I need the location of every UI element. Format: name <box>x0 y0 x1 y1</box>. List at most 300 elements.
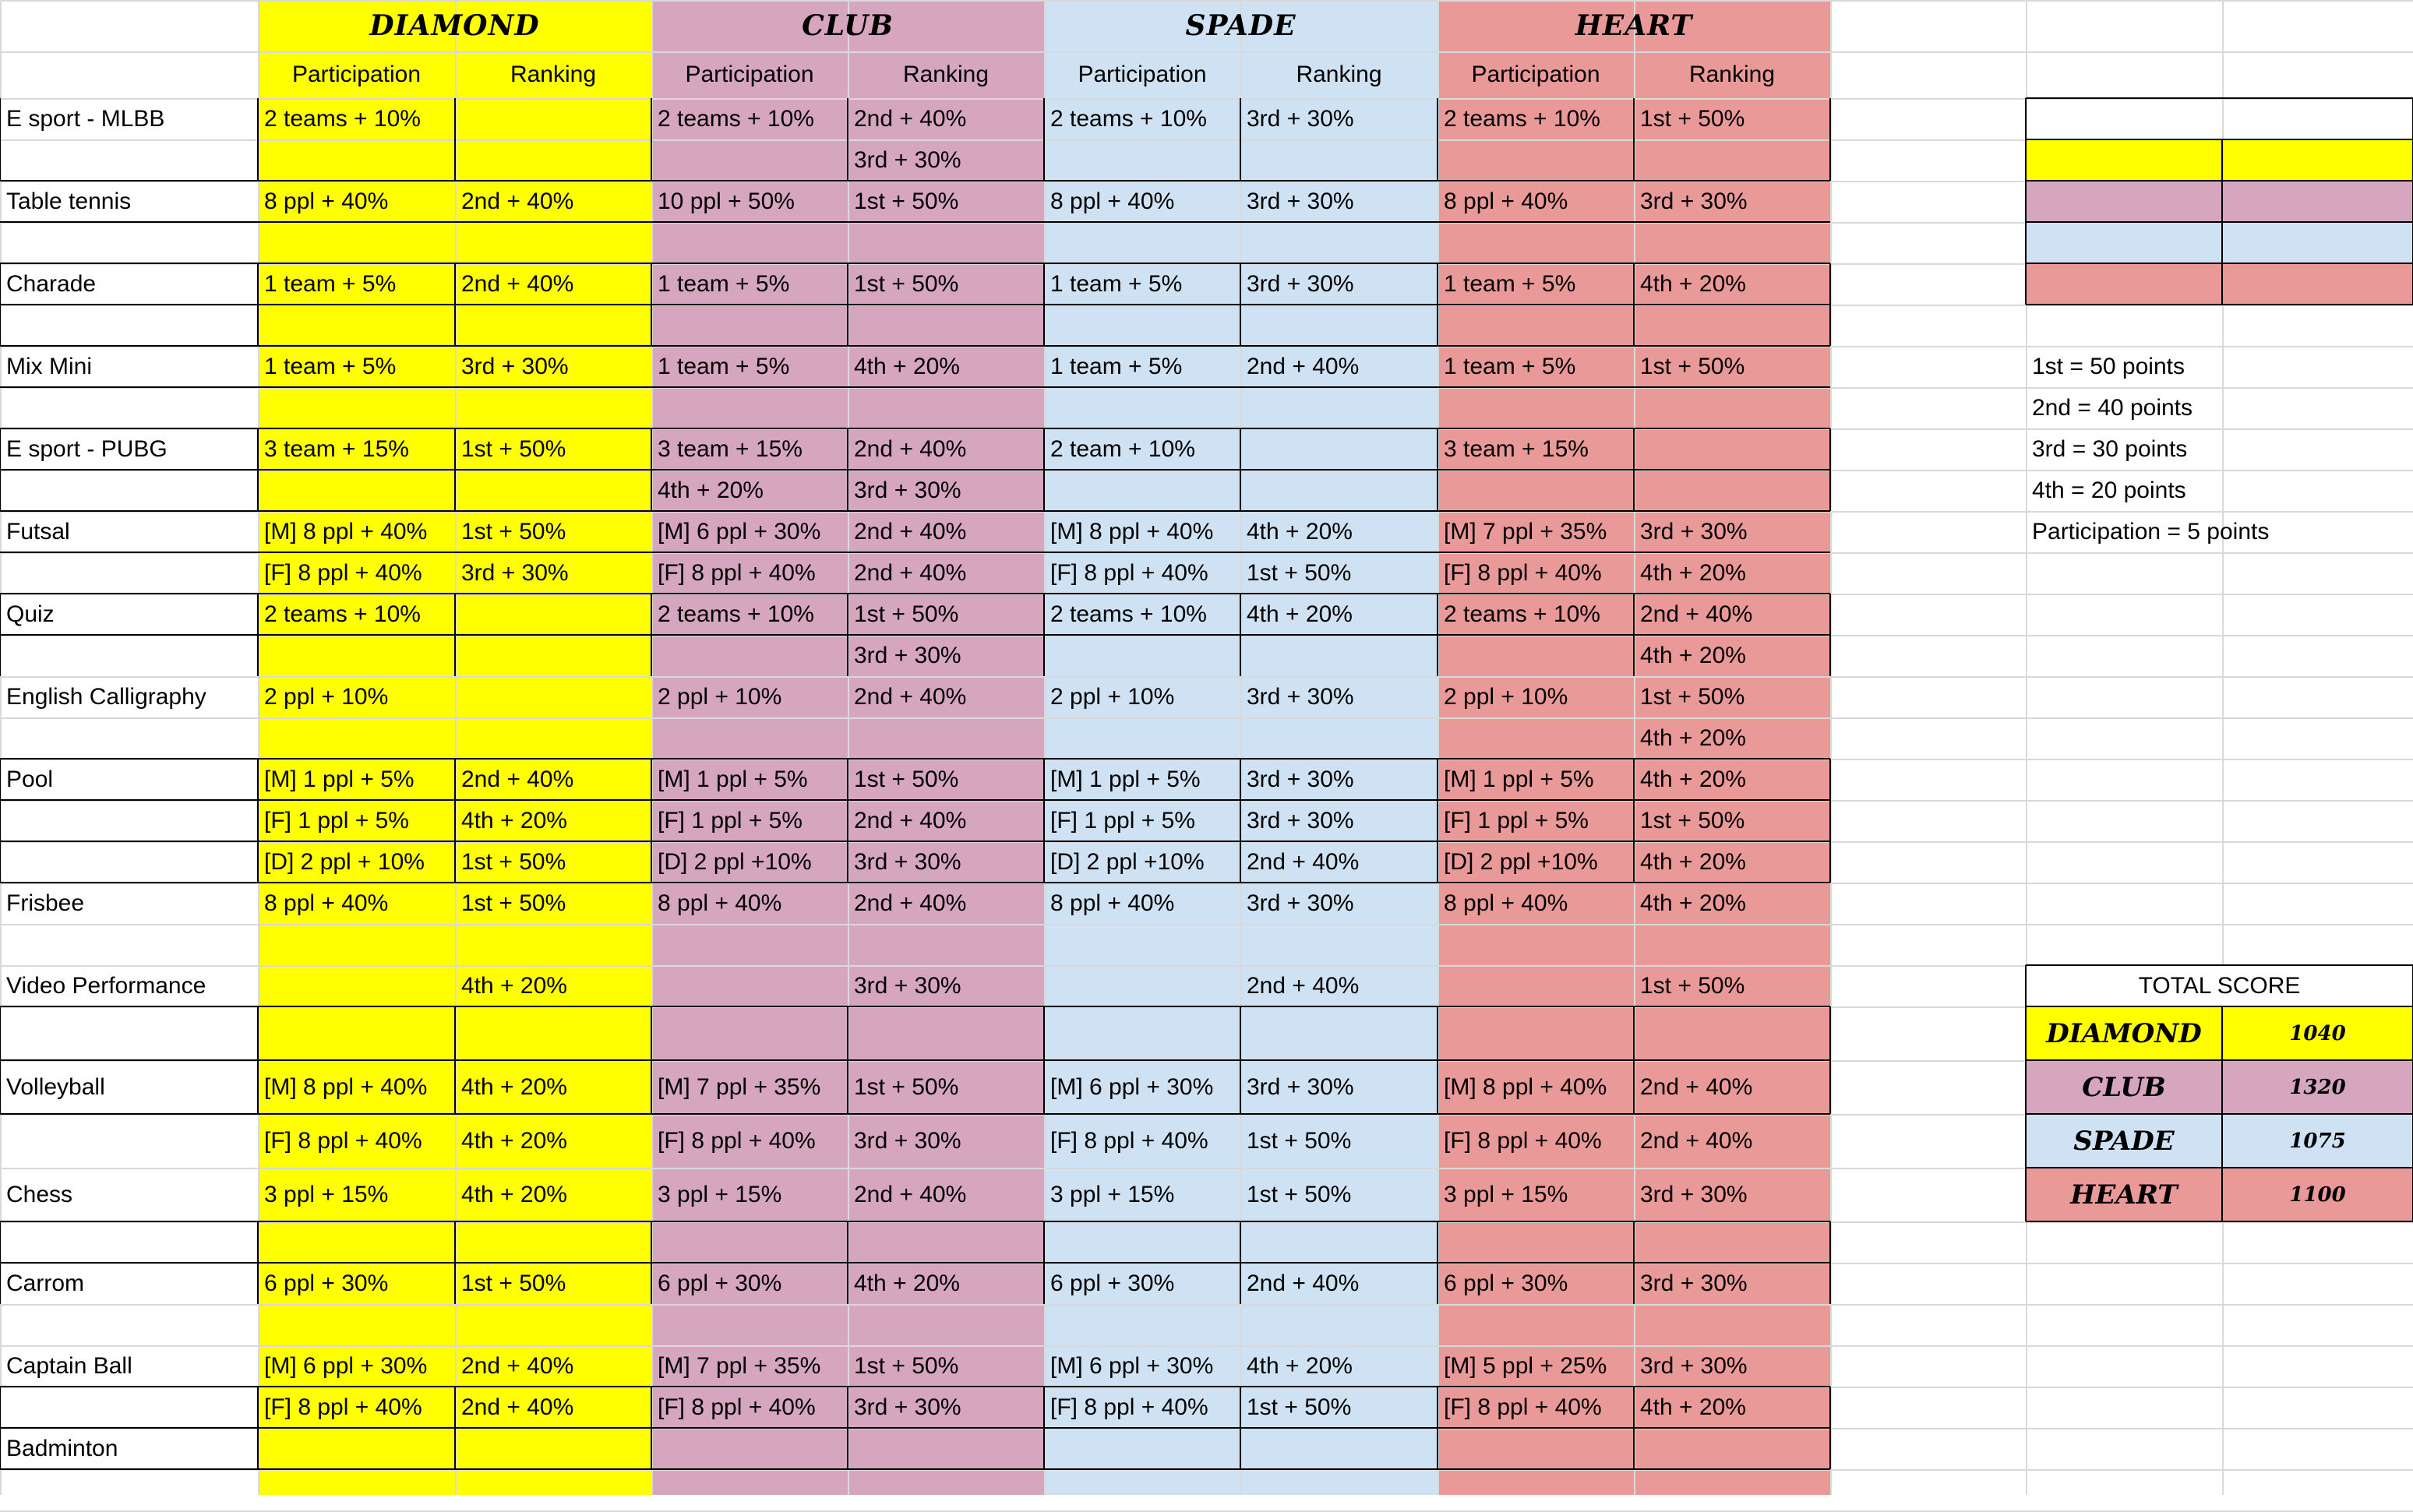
participation-cell[interactable]: 8 ppl + 40% <box>264 890 389 916</box>
participation-cell[interactable]: 8 ppl + 40% <box>658 890 782 916</box>
ranking-cell[interactable]: 1st + 50% <box>1247 1181 1352 1207</box>
participation-cell[interactable]: 2 teams + 10% <box>264 601 421 627</box>
participation-cell[interactable] <box>258 924 455 965</box>
ranking-cell[interactable] <box>1634 470 1830 511</box>
participation-cell[interactable]: 2 teams + 10% <box>658 601 814 627</box>
participation-cell[interactable]: 2 ppl + 10% <box>1444 683 1568 710</box>
event-name[interactable]: Chess <box>6 1181 73 1207</box>
participation-cell[interactable] <box>1438 387 1634 428</box>
ranking-cell[interactable]: 2nd + 40% <box>1247 1270 1360 1296</box>
table-border <box>1633 1006 1635 1114</box>
participation-cell[interactable]: 6 ppl + 30% <box>1050 1270 1175 1296</box>
ranking-cell[interactable]: 1st + 50% <box>461 1270 566 1296</box>
participation-cell[interactable]: 1 team + 5% <box>658 353 790 379</box>
ranking-cell[interactable]: 1st + 50% <box>854 270 959 297</box>
event-name-empty[interactable] <box>0 1304 258 1345</box>
participation-cell[interactable] <box>258 717 455 759</box>
participation-cell[interactable]: 1 team + 5% <box>658 270 790 297</box>
ranking-cell[interactable]: 1st + 50% <box>461 848 566 875</box>
ranking-cell[interactable] <box>1634 387 1830 428</box>
participation-cell[interactable]: [F] 8 ppl + 40% <box>1050 559 1208 586</box>
ranking-cell[interactable]: 3rd + 30% <box>1247 683 1354 710</box>
participation-cell[interactable]: [M] 7 ppl + 35% <box>658 1352 821 1379</box>
ranking-cell[interactable]: 2nd + 40% <box>854 559 967 586</box>
participation-cell[interactable]: 10 ppl + 50% <box>658 188 795 214</box>
ranking-cell[interactable] <box>1634 1428 1830 1469</box>
table-border <box>0 510 1830 512</box>
participation-cell[interactable] <box>1044 1304 1240 1345</box>
participation-cell[interactable] <box>1044 470 1240 511</box>
participation-cell[interactable]: [M] 1 ppl + 5% <box>658 766 808 792</box>
ranking-cell[interactable]: 4th + 20% <box>1640 766 1746 792</box>
participation-cell[interactable] <box>1438 924 1634 965</box>
ranking-cell[interactable]: 3rd + 30% <box>1640 518 1748 545</box>
ranking-cell[interactable]: 2nd + 40% <box>1247 353 1360 379</box>
participation-cell[interactable] <box>1044 1469 1240 1510</box>
ranking-cell[interactable] <box>455 594 651 635</box>
participation-cell[interactable]: [D] 2 ppl +10% <box>1050 848 1205 875</box>
participation-cell[interactable]: [M] 6 ppl + 30% <box>1050 1352 1214 1379</box>
ranking-cell[interactable]: 3rd + 30% <box>1247 270 1354 297</box>
ranking-cell[interactable]: 3rd + 30% <box>854 146 961 173</box>
participation-cell[interactable] <box>1438 1006 1634 1060</box>
ranking-cell[interactable] <box>455 222 651 263</box>
event-name-empty[interactable] <box>0 1006 258 1060</box>
ranking-cell[interactable] <box>1240 1469 1438 1510</box>
ranking-cell[interactable]: 1st + 50% <box>854 601 959 627</box>
ranking-cell[interactable]: 1st + 50% <box>1247 1127 1352 1154</box>
participation-cell[interactable]: [D] 2 ppl +10% <box>658 848 812 875</box>
participation-cell[interactable]: [M] 5 ppl + 25% <box>1444 1352 1607 1379</box>
ranking-cell[interactable]: 3rd + 30% <box>854 972 961 999</box>
participation-cell[interactable]: 8 ppl + 40% <box>1050 890 1175 916</box>
ranking-cell[interactable] <box>1634 1006 1830 1060</box>
ranking-cell[interactable] <box>848 305 1044 346</box>
participation-cell[interactable]: [F] 1 ppl + 5% <box>264 807 409 834</box>
ranking-cell[interactable] <box>1634 222 1830 263</box>
participation-cell[interactable]: 3 team + 15% <box>264 435 409 462</box>
participation-cell[interactable]: 3 ppl + 15% <box>1444 1181 1568 1207</box>
participation-cell[interactable] <box>1044 139 1240 181</box>
participation-cell[interactable]: 1 team + 5% <box>264 353 397 379</box>
ranking-cell[interactable]: 4th + 20% <box>1640 848 1746 875</box>
event-name[interactable]: Quiz <box>6 601 55 627</box>
ranking-cell[interactable] <box>455 305 651 346</box>
ranking-cell[interactable] <box>848 1304 1044 1345</box>
participation-cell[interactable]: [M] 6 ppl + 30% <box>1050 1073 1214 1100</box>
event-name-empty[interactable] <box>0 552 258 594</box>
participation-cell[interactable]: 1 team + 5% <box>264 270 397 297</box>
participation-cell[interactable]: 6 ppl + 30% <box>1444 1270 1568 1296</box>
participation-cell[interactable] <box>258 1221 455 1263</box>
ranking-cell[interactable]: 4th + 20% <box>1640 559 1746 586</box>
ranking-cell[interactable]: 4th + 20% <box>1247 518 1353 545</box>
ranking-cell[interactable]: 2nd + 40% <box>854 518 967 545</box>
participation-cell[interactable] <box>1438 222 1634 263</box>
event-name-empty[interactable] <box>0 470 258 511</box>
participation-cell[interactable] <box>651 387 848 428</box>
participation-cell[interactable]: [M] 1 ppl + 5% <box>264 766 415 792</box>
ranking-cell[interactable]: 4th + 20% <box>461 1181 567 1207</box>
ranking-cell[interactable]: 1st + 50% <box>461 890 566 916</box>
participation-cell[interactable] <box>258 1006 455 1060</box>
participation-cell[interactable]: 8 ppl + 40% <box>1444 890 1568 916</box>
ranking-cell[interactable]: 4th + 20% <box>461 1073 567 1100</box>
participation-cell[interactable]: [M] 8 ppl + 40% <box>264 518 428 545</box>
ranking-cell[interactable]: 1st + 50% <box>854 1352 959 1379</box>
participation-cell[interactable] <box>651 1006 848 1060</box>
participation-cell[interactable] <box>1438 305 1634 346</box>
ranking-cell[interactable]: 2nd + 40% <box>1640 601 1753 627</box>
event-name-empty[interactable] <box>0 635 258 676</box>
ranking-cell[interactable]: 4th + 20% <box>1640 1394 1746 1420</box>
participation-cell[interactable] <box>651 924 848 965</box>
participation-cell[interactable]: 8 ppl + 40% <box>264 188 389 214</box>
participation-cell[interactable] <box>1044 387 1240 428</box>
participation-cell[interactable]: [M] 1 ppl + 5% <box>1050 766 1201 792</box>
ranking-cell[interactable]: 1st + 50% <box>1640 683 1745 710</box>
event-name[interactable]: Frisbee <box>6 890 85 916</box>
ranking-cell[interactable] <box>1240 470 1438 511</box>
participation-cell[interactable]: [M] 8 ppl + 40% <box>1050 518 1214 545</box>
ranking-cell[interactable]: 4th + 20% <box>1247 1352 1353 1379</box>
ranking-cell[interactable] <box>848 387 1044 428</box>
participation-cell[interactable]: [M] 6 ppl + 30% <box>264 1352 428 1379</box>
ranking-cell[interactable]: 3rd + 30% <box>461 559 569 586</box>
participation-cell[interactable] <box>1438 965 1634 1006</box>
event-name[interactable]: Captain Ball <box>6 1352 132 1379</box>
ranking-cell[interactable]: 2nd + 40% <box>854 683 967 710</box>
participation-cell[interactable]: 2 team + 10% <box>1050 435 1195 462</box>
participation-cell[interactable]: 1 team + 5% <box>1050 270 1183 297</box>
event-name-empty[interactable] <box>0 305 258 346</box>
participation-cell[interactable]: [M] 7 ppl + 35% <box>658 1073 821 1100</box>
participation-cell[interactable] <box>1438 635 1634 676</box>
event-name[interactable]: Badminton <box>6 1435 118 1461</box>
ranking-cell[interactable] <box>1634 1469 1830 1510</box>
ranking-cell[interactable] <box>455 1469 651 1510</box>
participation-cell[interactable]: 4th + 20% <box>658 477 764 503</box>
ranking-cell[interactable] <box>1634 1221 1830 1263</box>
ranking-cell[interactable]: 1st + 50% <box>1640 807 1745 834</box>
event-name[interactable]: English Calligraphy <box>6 683 206 710</box>
ranking-cell[interactable]: 4th + 20% <box>854 353 960 379</box>
ranking-cell[interactable]: 1st + 50% <box>1247 1394 1352 1420</box>
ranking-cell[interactable]: 2nd + 40% <box>461 1394 574 1420</box>
participation-cell[interactable]: 2 teams + 10% <box>1444 601 1600 627</box>
ranking-cell[interactable] <box>1240 717 1438 759</box>
event-name-empty[interactable] <box>0 924 258 965</box>
ranking-cell[interactable] <box>1634 139 1830 181</box>
ranking-cell[interactable]: 1st + 50% <box>1640 972 1745 999</box>
ranking-cell[interactable] <box>848 1469 1044 1510</box>
ranking-cell[interactable]: 4th + 20% <box>461 807 567 834</box>
ranking-cell[interactable] <box>1634 924 1830 965</box>
ranking-cell[interactable] <box>1240 1221 1438 1263</box>
participation-cell[interactable]: 2 teams + 10% <box>658 105 814 132</box>
participation-cell[interactable] <box>651 1304 848 1345</box>
participation-cell[interactable] <box>1438 1221 1634 1263</box>
ranking-cell[interactable]: 3rd + 30% <box>1247 1073 1354 1100</box>
participation-cell[interactable]: 3 team + 15% <box>658 435 803 462</box>
participation-cell[interactable] <box>1044 635 1240 676</box>
ranking-cell[interactable]: 3rd + 30% <box>1247 105 1354 132</box>
participation-cell[interactable]: 2 teams + 10% <box>1050 105 1207 132</box>
participation-cell[interactable]: 8 ppl + 40% <box>1444 188 1568 214</box>
participation-cell[interactable]: [F] 8 ppl + 40% <box>264 1127 422 1154</box>
ranking-cell[interactable] <box>1240 1304 1438 1345</box>
ranking-cell[interactable] <box>1240 387 1438 428</box>
ranking-cell[interactable] <box>1240 222 1438 263</box>
ranking-cell[interactable]: 1st + 50% <box>461 518 566 545</box>
participation-cell[interactable]: 3 ppl + 15% <box>264 1181 389 1207</box>
table-border <box>0 263 1830 264</box>
participation-cell[interactable] <box>1044 717 1240 759</box>
participation-cell[interactable] <box>1438 717 1634 759</box>
participation-cell[interactable]: 1 team + 5% <box>1444 270 1576 297</box>
event-name-empty[interactable] <box>0 387 258 428</box>
ranking-cell[interactable] <box>848 1428 1044 1469</box>
participation-cell[interactable]: 2 ppl + 10% <box>658 683 782 710</box>
event-name[interactable]: Video Performance <box>6 972 206 999</box>
ranking-cell[interactable] <box>1240 1006 1438 1060</box>
ranking-cell[interactable]: 4th + 20% <box>461 1127 567 1154</box>
ranking-cell[interactable] <box>848 222 1044 263</box>
ranking-cell[interactable] <box>455 139 651 181</box>
participation-cell[interactable]: [M] 6 ppl + 30% <box>658 518 821 545</box>
participation-cell[interactable]: [F] 8 ppl + 40% <box>658 559 816 586</box>
ranking-cell[interactable] <box>1240 139 1438 181</box>
ranking-cell[interactable]: 2nd + 40% <box>461 1352 574 1379</box>
ranking-cell[interactable]: 3rd + 30% <box>1247 188 1354 214</box>
event-name-empty[interactable] <box>0 1387 258 1428</box>
ranking-cell[interactable] <box>455 98 651 139</box>
participation-cell[interactable]: [F] 1 ppl + 5% <box>1050 807 1195 834</box>
event-name-empty[interactable] <box>0 1114 258 1168</box>
ranking-cell[interactable]: 2nd + 40% <box>854 105 967 132</box>
ranking-cell[interactable]: 2nd + 40% <box>1247 972 1360 999</box>
participation-cell[interactable]: 1 team + 5% <box>1050 353 1183 379</box>
ranking-cell[interactable]: 3rd + 30% <box>1247 807 1354 834</box>
participation-cell[interactable] <box>258 635 455 676</box>
ranking-cell[interactable] <box>1634 1304 1830 1345</box>
participation-cell[interactable]: 2 teams + 10% <box>1050 601 1207 627</box>
ranking-cell[interactable]: 2nd + 40% <box>1247 848 1360 875</box>
ranking-cell[interactable]: 1st + 50% <box>1247 559 1352 586</box>
event-name[interactable]: E sport - PUBG <box>6 435 168 462</box>
ranking-cell[interactable]: 3rd + 30% <box>854 1394 961 1420</box>
participation-cell[interactable] <box>258 387 455 428</box>
ranking-cell[interactable]: 3rd + 30% <box>1640 1270 1748 1296</box>
ranking-cell[interactable]: 1st + 50% <box>854 766 959 792</box>
participation-cell[interactable] <box>651 1221 848 1263</box>
participation-cell[interactable] <box>651 717 848 759</box>
participation-cell[interactable]: 2 teams + 10% <box>264 105 421 132</box>
ranking-cell[interactable]: 3rd + 30% <box>854 477 961 503</box>
event-name-empty[interactable] <box>0 1469 258 1510</box>
ranking-cell[interactable] <box>455 676 651 717</box>
participation-cell[interactable]: 1 team + 5% <box>1444 353 1576 379</box>
ranking-cell[interactable] <box>1240 1428 1438 1469</box>
event-name[interactable]: Futsal <box>6 518 70 545</box>
participation-cell[interactable] <box>1044 965 1240 1006</box>
participation-cell[interactable] <box>651 635 848 676</box>
event-name[interactable]: E sport - MLBB <box>6 105 165 132</box>
event-name[interactable]: Mix Mini <box>6 353 92 379</box>
ranking-cell[interactable]: 3rd + 30% <box>854 1127 961 1154</box>
participation-cell[interactable] <box>651 222 848 263</box>
ranking-cell[interactable]: 2nd + 40% <box>461 766 574 792</box>
ranking-cell[interactable]: 3rd + 30% <box>461 353 569 379</box>
ranking-cell[interactable]: 2nd + 40% <box>854 890 967 916</box>
event-name[interactable]: Pool <box>6 766 54 792</box>
participation-cell[interactable] <box>258 470 455 511</box>
ranking-cell[interactable]: 2nd + 40% <box>461 270 574 297</box>
participation-cell[interactable] <box>258 1428 455 1469</box>
ranking-cell[interactable]: 3rd + 30% <box>1247 890 1354 916</box>
event-name-empty[interactable] <box>0 139 258 181</box>
participation-cell[interactable]: [F] 8 ppl + 40% <box>658 1127 816 1154</box>
participation-cell[interactable]: [F] 8 ppl + 40% <box>1444 559 1602 586</box>
participation-cell[interactable]: [F] 8 ppl + 40% <box>1444 1127 1602 1154</box>
ranking-cell[interactable]: 2nd + 40% <box>854 807 967 834</box>
ranking-cell[interactable] <box>848 1221 1044 1263</box>
ranking-cell[interactable] <box>455 470 651 511</box>
ranking-cell[interactable] <box>1240 635 1438 676</box>
ranking-cell[interactable] <box>1634 305 1830 346</box>
event-name[interactable]: Volleyball <box>6 1073 105 1100</box>
participation-cell[interactable] <box>651 965 848 1006</box>
event-name-empty[interactable] <box>0 800 258 841</box>
ranking-cell[interactable]: 4th + 20% <box>854 1270 960 1296</box>
participation-cell[interactable] <box>651 139 848 181</box>
participation-cell[interactable]: [D] 2 ppl +10% <box>1444 848 1598 875</box>
event-name-empty[interactable] <box>0 841 258 883</box>
ranking-cell[interactable] <box>455 1006 651 1060</box>
ranking-cell[interactable]: 1st + 50% <box>1640 105 1745 132</box>
participation-cell[interactable] <box>258 139 455 181</box>
ranking-cell[interactable]: 3rd + 30% <box>854 848 961 875</box>
ranking-cell[interactable]: 3rd + 30% <box>1640 1352 1748 1379</box>
participation-cell[interactable] <box>1438 470 1634 511</box>
ranking-cell[interactable]: 4th + 20% <box>461 972 567 999</box>
event-name[interactable]: Carrom <box>6 1270 85 1296</box>
participation-cell[interactable] <box>1044 222 1240 263</box>
ranking-cell[interactable]: 1st + 50% <box>854 188 959 214</box>
participation-cell[interactable]: [M] 8 ppl + 40% <box>1444 1073 1607 1100</box>
participation-cell[interactable]: 2 teams + 10% <box>1444 105 1600 132</box>
participation-cell[interactable]: [F] 8 ppl + 40% <box>264 1394 422 1420</box>
ranking-cell[interactable] <box>455 1428 651 1469</box>
ranking-cell[interactable]: 2nd + 40% <box>854 1181 967 1207</box>
ranking-cell[interactable] <box>455 1304 651 1345</box>
participation-cell[interactable] <box>258 222 455 263</box>
ranking-cell[interactable] <box>1240 305 1438 346</box>
participation-cell[interactable] <box>651 1469 848 1510</box>
participation-cell[interactable] <box>1044 924 1240 965</box>
ranking-cell[interactable] <box>1634 428 1830 470</box>
participation-cell[interactable] <box>258 305 455 346</box>
ranking-cell[interactable]: 4th + 20% <box>1640 642 1746 668</box>
participation-cell[interactable]: [F] 1 ppl + 5% <box>1444 807 1589 834</box>
ranking-cell[interactable] <box>848 1006 1044 1060</box>
ranking-cell[interactable]: 1st + 50% <box>1640 353 1745 379</box>
ranking-cell[interactable]: 1st + 50% <box>461 435 566 462</box>
ranking-cell[interactable]: 3rd + 30% <box>1640 1181 1748 1207</box>
participation-cell[interactable]: [D] 2 ppl + 10% <box>264 848 425 875</box>
ranking-cell[interactable] <box>848 924 1044 965</box>
participation-cell[interactable] <box>1438 1428 1634 1469</box>
participation-cell[interactable] <box>258 1469 455 1510</box>
ranking-cell[interactable] <box>1240 924 1438 965</box>
participation-cell[interactable]: 3 ppl + 15% <box>1050 1181 1175 1207</box>
participation-cell[interactable]: 6 ppl + 30% <box>264 1270 389 1296</box>
ranking-cell[interactable]: 3rd + 30% <box>1640 188 1748 214</box>
ranking-cell[interactable]: 1st + 50% <box>854 1073 959 1100</box>
event-name-empty[interactable] <box>0 717 258 759</box>
participation-cell[interactable] <box>1044 1006 1240 1060</box>
participation-cell[interactable] <box>258 1304 455 1345</box>
participation-cell[interactable]: [F] 8 ppl + 40% <box>1050 1394 1208 1420</box>
ranking-cell[interactable]: 3rd + 30% <box>1247 766 1354 792</box>
participation-cell[interactable] <box>1438 1304 1634 1345</box>
ranking-cell[interactable]: 2nd + 40% <box>854 435 967 462</box>
ranking-cell[interactable] <box>455 717 651 759</box>
participation-cell[interactable]: 8 ppl + 40% <box>1050 188 1175 214</box>
ranking-cell[interactable]: 4th + 20% <box>1247 601 1353 627</box>
ranking-cell[interactable] <box>1240 428 1438 470</box>
event-name[interactable]: Charade <box>6 270 97 297</box>
event-name[interactable]: Table tennis <box>6 188 132 214</box>
participation-cell[interactable] <box>1044 1428 1240 1469</box>
ranking-cell[interactable]: 4th + 20% <box>1640 890 1746 916</box>
ranking-cell[interactable]: 4th + 20% <box>1640 724 1746 751</box>
ranking-cell[interactable]: 2nd + 40% <box>1640 1073 1753 1100</box>
event-name-empty[interactable] <box>0 1221 258 1263</box>
ranking-cell[interactable] <box>455 924 651 965</box>
participation-cell[interactable]: 2 ppl + 10% <box>264 683 389 710</box>
ranking-cell[interactable]: 4th + 20% <box>1640 270 1746 297</box>
participation-cell[interactable]: 6 ppl + 30% <box>658 1270 782 1296</box>
participation-cell[interactable]: [F] 8 ppl + 40% <box>1444 1394 1602 1420</box>
ranking-cell[interactable]: 3rd + 30% <box>854 642 961 668</box>
participation-cell[interactable]: 2 ppl + 10% <box>1050 683 1175 710</box>
participation-cell[interactable]: [M] 1 ppl + 5% <box>1444 766 1594 792</box>
participation-cell[interactable]: [F] 1 ppl + 5% <box>658 807 803 834</box>
participation-cell[interactable]: [M] 8 ppl + 40% <box>264 1073 428 1100</box>
participation-cell[interactable] <box>1438 1469 1634 1510</box>
participation-cell[interactable] <box>1044 1221 1240 1263</box>
participation-cell[interactable]: 3 team + 15% <box>1444 435 1589 462</box>
participation-cell[interactable]: [F] 8 ppl + 40% <box>264 559 422 586</box>
ranking-cell[interactable] <box>455 387 651 428</box>
event-name-empty[interactable] <box>0 222 258 263</box>
participation-cell[interactable]: [F] 8 ppl + 40% <box>1050 1127 1208 1154</box>
participation-cell[interactable] <box>651 1428 848 1469</box>
ranking-cell[interactable] <box>455 1221 651 1263</box>
ranking-cell[interactable] <box>848 717 1044 759</box>
participation-cell[interactable] <box>1438 139 1634 181</box>
participation-cell[interactable] <box>1044 305 1240 346</box>
ranking-cell[interactable] <box>455 635 651 676</box>
ranking-cell[interactable]: 2nd + 40% <box>461 188 574 214</box>
participation-cell[interactable] <box>651 305 848 346</box>
participation-cell[interactable]: 3 ppl + 15% <box>658 1181 782 1207</box>
participation-cell[interactable]: [F] 8 ppl + 40% <box>658 1394 816 1420</box>
ranking-cell[interactable]: 2nd + 40% <box>1640 1127 1753 1154</box>
participation-cell[interactable] <box>258 965 455 1006</box>
participation-cell[interactable]: [M] 7 ppl + 35% <box>1444 518 1607 545</box>
